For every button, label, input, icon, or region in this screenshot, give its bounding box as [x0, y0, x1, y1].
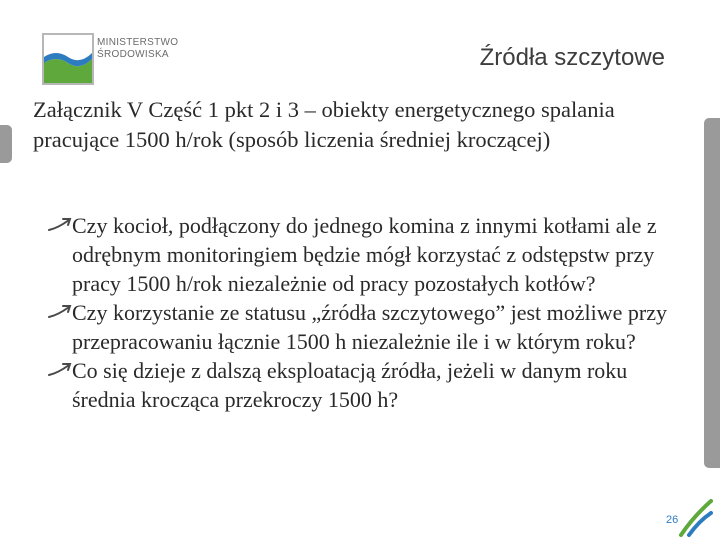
bullet-text: Czy kocioł, podłączony do jednego komina z innymi kotłami ale z odrębnym monitoringiem będzie mógł korzystać z odstępstw przy pracy 1500 h/rok niezależnie od pracy pozostałych kotłów? [72, 213, 657, 296]
swoosh-arrow-icon [48, 216, 72, 232]
ministry-logo [42, 33, 192, 87]
swoosh-arrow-icon [48, 361, 72, 377]
bullet-list [48, 211, 684, 414]
logo-line-1: MINISTERSTWO [97, 37, 179, 48]
bullet-text: Co się dzieje z dalszą eksploatacją źródła, jeżeli w danym roku średnia krocząca przekroczy 1500 h? [72, 358, 628, 412]
swoosh-arrow-icon [48, 303, 72, 319]
bullet-text: Czy korzystanie ze statusu „źródła szczytowego” jest możliwe przy przepracowaniu łącznie 1500 h niezależnie ile i w którym roku? [72, 300, 667, 354]
bullet-item [48, 298, 684, 356]
bullet-item [48, 211, 684, 298]
logo-line-2: ŚRODOWISKA [97, 49, 169, 60]
logo-text [97, 37, 178, 61]
left-edge-tab [0, 125, 12, 163]
right-edge-bar [704, 118, 720, 468]
ministry-logo-icon [42, 33, 94, 85]
bullet-item [48, 356, 684, 414]
slide-subtitle: Załącznik V Część 1 pkt 2 i 3 – obiekty energetycznego spalania pracujące 1500 h/rok (sposób liczenia średniej kroczącej) [33, 97, 615, 152]
page-badge-icon [653, 497, 713, 537]
slide-title: Źródła szczytowe [479, 44, 665, 71]
page-number: 26 [666, 514, 679, 526]
